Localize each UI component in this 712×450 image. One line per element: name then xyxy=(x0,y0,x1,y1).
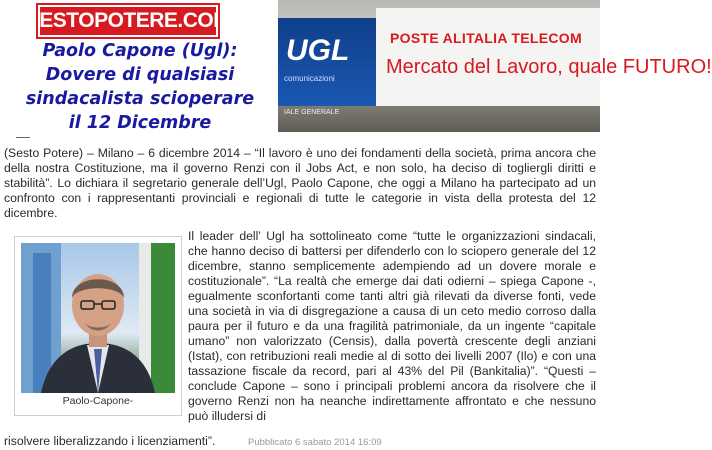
headline-line: il 12 Dicembre xyxy=(68,113,212,133)
article-last-line: risolvere liberalizzando i licenziamenti”. xyxy=(4,434,216,448)
portrait-illustration xyxy=(21,243,175,393)
headline-line: sindacalista scioperare xyxy=(25,89,255,109)
ugl-banner xyxy=(278,18,376,114)
headline-line: Dovere di qualsiasi xyxy=(45,65,235,85)
headline-line: Paolo Capone (Ugl): xyxy=(42,41,238,61)
flag-right xyxy=(149,243,175,393)
article-body: Il leader dell’ Ugl ha sottolineato come “tutte le organizzazioni sindacali, che hanno deciso di battersi per difenderlo con lo sciopero generale del 12 dicembre, stanno semplicemente adempiendo ad un dovere morale e costituzionale”. “La realtà che emerge dai dati odierni – spiega Capone -, egualmente sconfortanti come tanti altri già rilevati da diverse fonti, vede una società in via di disgregazione a causa di un ceto medio corroso dalla paura per il futuro e da una fragilità patrimoniale, da un ingente “capitale umano” non valorizzato (Censis), dalla povertà crescente degli anziani (Istat), con retribuzioni reali medie al di sotto dei livelli 2007 (Ilo) e con una tassazione fiscale da record, pari al 43% del Pil (Bankitalia)”. “Questi – conclude Capone – sono i principali problemi ancora da risolvere che il governo Renzi non ha neanche indirettamente affrontato e che nessuno può illudersi di xyxy=(188,229,596,423)
article-intro: (Sesto Potere) – Milano – 6 dicembre 2014 – “Il lavoro è uno dei fondamenti della società, prima ancora che della nostra Costituzione, ma il governo Renzi con il Jobs Act, e non solo, ha deciso di togliergli diritti e stabilità”. Lo dichiara il segretario generale dell’Ugl, Paolo Capone, che oggi a Milano ha partecipato ad un confronto con i rappresentanti provinciali e regionali di tutte le categorie in vista della protesta del 12 dicembre. xyxy=(4,146,596,220)
stage-label: IALE GENERALE xyxy=(284,109,340,116)
backdrop-slogan: Mercato del Lavoro, quale FUTURO! xyxy=(386,56,712,78)
event-photo xyxy=(278,0,712,132)
article-headline xyxy=(4,39,276,135)
divider xyxy=(16,137,30,138)
photo-caption: Paolo-Capone- xyxy=(62,395,134,407)
event-backdrop xyxy=(376,8,712,108)
portrait-photo xyxy=(21,243,175,393)
backdrop-sponsors: POSTE ALITALIA TELECOM xyxy=(390,30,582,46)
site-logo[interactable] xyxy=(25,5,231,37)
site-logo-text: SESTOPOTERE.COM xyxy=(25,9,231,32)
portrait-figure xyxy=(14,236,182,416)
stage-table xyxy=(278,106,600,132)
publication-date: Pubblicato 6 sabato 2014 16:09 xyxy=(248,437,382,448)
ugl-logo-text: UGL xyxy=(286,34,350,67)
ugl-banner-sub: comunicazioni xyxy=(284,74,335,83)
